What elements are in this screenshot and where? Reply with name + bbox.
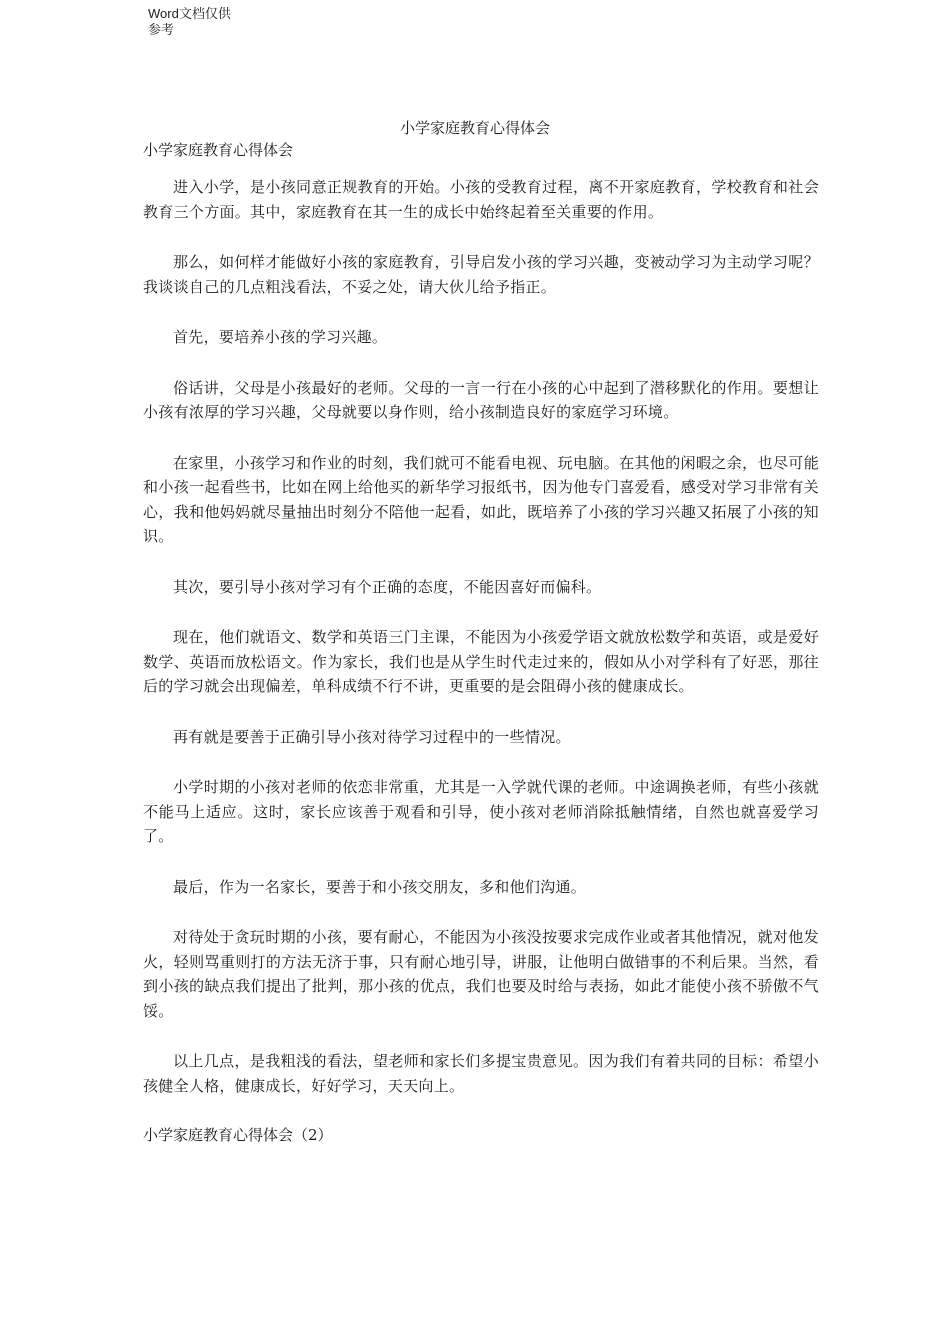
paragraph-7: 现在，他们就语文、数学和英语三门主课，不能因为小孩爱学语文就放松数学和英语，或是爱好数学、英语而放松语文。作为家长，我们也是从学生时代走过来的，假如从小对学科有了好恶，那往后的学习就会出现偏差，单科成绩不行不讲，更重要的是会阻碍小孩的健康成长。 <box>143 628 819 695</box>
paragraph-6: 其次，要引导小孩对学习有个正确的态度，不能因喜好而偏科。 <box>173 577 602 596</box>
paragraph-4: 俗话讲，父母是小孩最好的老师。父母的一言一行在小孩的心中起到了潜移默化的作用。要想让小孩有浓厚的学习兴趣，父母就要以身作则，给小孩制造良好的家庭学习环境。 <box>143 378 819 421</box>
page-title: 小学家庭教育心得体会 <box>399 119 550 137</box>
header-note: Word文档仅供参考 <box>148 6 231 37</box>
paragraph-5: 在家里，小孩学习和作业的时刻，我们就可不能看电视、玩电脑。在其他的闲暇之余，也尽可能和小孩一起看些书，比如在网上给他买的新华学习报纸书，因为他专门喜爱看，感受对学习非常有关心，我和他妈妈就尽量抽出时刻分不陪他一起看，如此，既培养了小孩的学习兴趣又拓展了小孩的知识。 <box>143 453 819 545</box>
paragraph-9: 小学时期的小孩对老师的依恋非常重，尤其是一入学就代课的老师。中途调换老师，有些小孩就不能马上适应。这时，家长应该善于观看和引导，使小孩对老师消除抵触情绪，自然也就喜爱学习了。 <box>143 778 819 845</box>
paragraph-12: 以上几点，是我粗浅的看法，望老师和家长们多提宝贵意见。因为我们有着共同的目标：希望小孩健全人格，健康成长，好好学习，天天向上。 <box>143 1052 819 1095</box>
paragraph-1: 进入小学，是小孩同意正规教育的开始。小孩的受教育过程，离不开家庭教育，学校教育和社会教育三个方面。其中，家庭教育在其一生的成长中始终起着至关重要的作用。 <box>143 178 819 221</box>
paragraph-2: 那么，如何样才能做好小孩的家庭教育，引导启发小孩的学习兴趣，变被动学习为主动学习呢？我谈谈自己的几点粗浅看法，不妥之处，请大伙儿给予指正。 <box>143 253 819 296</box>
paragraph-10: 最后，作为一名家长，要善于和小孩交朋友，多和他们沟通。 <box>173 877 587 896</box>
document-subtitle: 小学家庭教育心得体会 <box>143 141 294 159</box>
paragraph-8: 再有就是要善于正确引导小孩对待学习过程中的一些情况。 <box>173 727 571 746</box>
paragraph-11: 对待处于贪玩时期的小孩，要有耐心，不能因为小孩没按要求完成作业或者其他情况，就对他发火，轻则骂重则打的方法无济于事，只有耐心地引导，讲服，让他明白做错事的不利后果。当然，看到小孩的缺点我们提出了批判，那小孩的优点，我们也要及时给与表扬，如此才能使小孩不骄傲不气馁。 <box>143 928 819 1020</box>
paragraph-3: 首先，要培养小孩的学习兴趣。 <box>173 328 388 346</box>
document-body <box>143 139 819 1146</box>
next-section-heading: 小学家庭教育心得体会（2） <box>143 1126 333 1144</box>
